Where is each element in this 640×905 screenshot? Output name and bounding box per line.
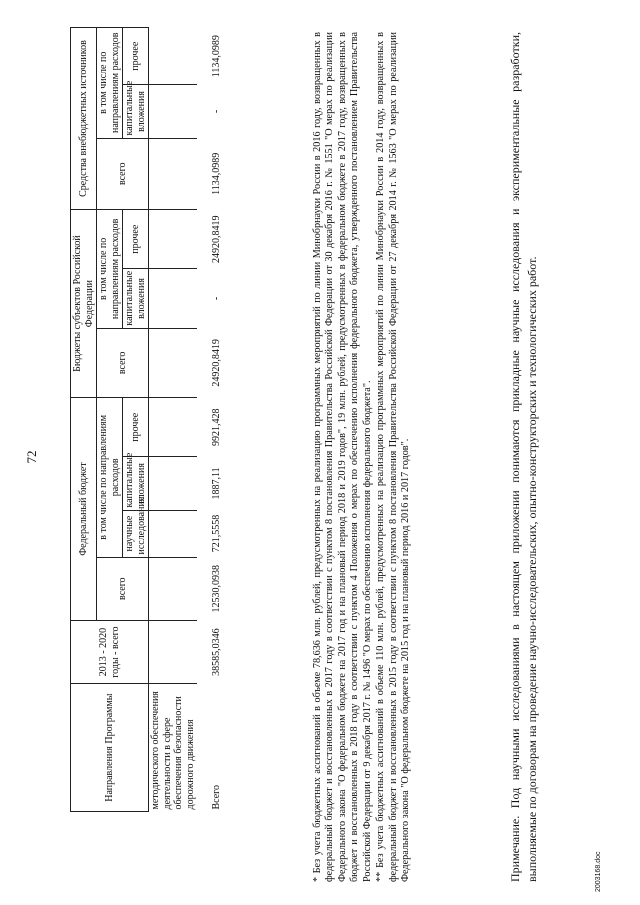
header-extra-including: в том числе по направлениям расходов [97, 28, 123, 139]
total-period: 38585,0346 [211, 628, 222, 676]
methodical-row-label: методического обеспечения деятельности в сфере обеспечения безопасности дорожного движения [150, 691, 196, 810]
header-extra-other: прочее [123, 28, 149, 85]
total-row-label: Всего [211, 784, 222, 810]
header-federal-including: в том числе по направлениям расходов [97, 398, 123, 557]
header-extrabudget: Средства внебюджетных источников [71, 28, 97, 210]
total-federal-other: 9921,428 [211, 408, 222, 446]
header-federal-capital: капитальные вложения [123, 457, 149, 510]
header-subject-including: в том числе по направлениям расходов [97, 210, 123, 329]
remark-text: Примечание. Под научными исследованиями в настоящем приложении понимаются прикладные научные исследования и экспериментальные разработки, выполняемые по договорам на проведение научно-исследовательских, опытно-конструкторских и технологических работ. [508, 32, 540, 882]
header-subject-other: прочее [123, 210, 149, 269]
total-federal: 12530,0938 [211, 564, 222, 613]
header-subject-capital: капитальные вложения [123, 269, 149, 328]
total-extra-other: 1134,0989 [211, 35, 222, 78]
total-extra-capital: - [211, 109, 222, 114]
header-extra-total: всего [97, 138, 149, 210]
footnote-2: ** Без учета бюджетных ассигнований в объеме 110 млн. рублей, предусмотренных на реализацию программных мероприятий по линии Минобрнауки России в 2014 году, возвращенных в федеральный бюджет и восстановленных в 2015 году в соответствии с пунктом 8 постановления Правительства Российской Федерации от 27 декабря 2014 г. № 1563 "О мерах по реализации Федерального закона "О федеральном бюджете на 2015 год и на плановый период 2016 и 2017 годов". [375, 32, 412, 882]
header-subject-total: всего [97, 328, 149, 397]
header-federal-total: всего [97, 557, 149, 620]
total-subject: 24920,8419 [211, 339, 222, 387]
header-federal-other: прочее [123, 398, 149, 457]
total-subject-other: 24920,8419 [211, 215, 222, 263]
header-directions: Направления Программы [71, 684, 149, 812]
header-federal-budget: Федеральный бюджет [71, 398, 97, 621]
header-federal-rnd: научные исследования [123, 510, 149, 557]
rotated-sheet [12, 22, 612, 892]
footnote-1: * Без учета бюджетных ассигнований в объеме 78,636 млн. рублей, предусмотренных на реализацию программных мероприятий по линии Минобрнауки России в 2016 году, возвращенных в федеральный бюджет и восстановленных в 2017 году в соответствии с пунктом 8 постановления Правительства Российской Федерации от 30 декабря 2016 г. № 1551 "О мерах по реализации Федерального закона "О федеральном бюджете на 2017 год и на плановый период 2018 и 2019 годов", 19 млн. рублей, предусмотренных в федеральном бюджете в 2017 году, возвращенных в бюджет и восстановленных в 2018 году в соответствии с пунктом 4 Положения о мерах по обеспечению исполнения федерального бюджета, утвержденного постановлением Правительства Российской Федерации от 9 декабря 2017 г. № 1496 "О мерах по обеспечению исполнения федерального бюджета". [312, 32, 373, 882]
total-subject-capital: - [211, 296, 222, 301]
remark [507, 32, 542, 882]
footnotes [312, 32, 414, 882]
header-period-total: 2013 - 2020 годы - всего [71, 620, 149, 683]
budget-table [70, 27, 224, 812]
total-federal-capital: 1887,11 [211, 467, 222, 500]
total-federal-rnd: 721,5558 [211, 514, 222, 553]
file-footer: 2003168.doc [595, 851, 602, 892]
total-extra: 1134,0989 [211, 152, 222, 195]
page-number: 72 [24, 450, 39, 464]
header-subject-budgets: Бюджеты субъектов Российской Федерации [71, 210, 97, 398]
header-extra-capital: капитальные вложения [123, 85, 149, 138]
